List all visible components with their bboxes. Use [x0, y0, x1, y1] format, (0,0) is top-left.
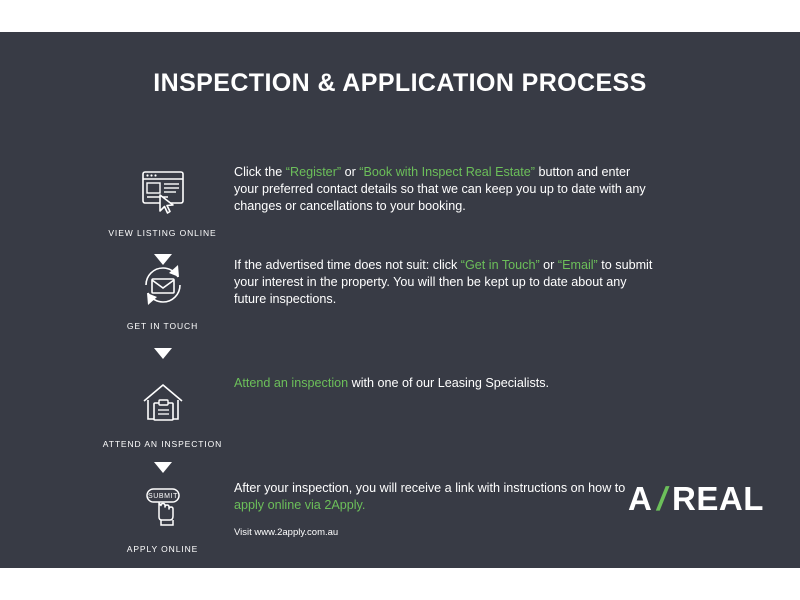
step-2-part-1: If the advertised time does not suit: click [234, 258, 461, 272]
submit-button-hand-icon [95, 480, 230, 536]
logo-left-text: A [628, 480, 653, 517]
svg-text:SUBMIT: SUBMIT [147, 493, 178, 500]
house-clipboard-icon [95, 375, 230, 431]
step-1-part-5: button and enter your preferred contact details so that we can keep you up to date with any changes or cancellations to your booking. [234, 165, 646, 213]
step-3-part-2: with one of our Leasing Specialists. [348, 376, 550, 390]
step-3-icon-column [95, 375, 230, 449]
step-1-part-3: or [341, 165, 360, 179]
step-4-part-2: apply online via 2Apply. [234, 498, 366, 512]
logo-divider: / [654, 480, 673, 517]
step-2-text [234, 257, 654, 308]
step-3-part-1: Attend an inspection [234, 376, 349, 390]
step-2-part-5: to submit your interest in the property. You will then be kept up to date about any future inspections. [234, 258, 653, 306]
listing-window-cursor-icon [95, 164, 230, 220]
step-2-part-3: or [539, 258, 558, 272]
down-arrow-icon-2 [95, 348, 230, 360]
step-4-part-1: After your inspection, you will receive a link with instructions on how to [234, 481, 626, 495]
step-4-note: Visit www.2apply.com.au [234, 527, 339, 538]
step-2-part-4: “Email” [557, 258, 598, 272]
step-1-part-1: Click the [234, 165, 286, 179]
step-3-label: ATTEND AN INSPECTION [102, 439, 223, 449]
brand-logo [628, 480, 764, 518]
step-1-icon-column [95, 164, 230, 238]
page-title: INSPECTION & APPLICATION PROCESS [153, 69, 647, 97]
step-1-label: VIEW LISTING ONLINE [108, 228, 217, 238]
step-4-label: APPLY ONLINE [126, 544, 199, 554]
logo-right-text: REAL [672, 480, 764, 517]
step-3-text [234, 375, 654, 392]
envelope-refresh-icon [95, 257, 230, 313]
slide-canvas [0, 32, 800, 568]
step-2-label: GET IN TOUCH [126, 321, 199, 331]
step-1-part-2: “Register” [285, 165, 342, 179]
step-4-text [234, 480, 654, 541]
step-1-text [234, 164, 654, 215]
step-4-icon-column [95, 480, 230, 554]
step-1-part-4: “Book with Inspect Real Estate” [359, 165, 535, 179]
step-2-part-2: “Get in Touch” [460, 258, 540, 272]
down-arrow-icon-3 [95, 462, 230, 474]
step-2-icon-column [95, 257, 230, 331]
